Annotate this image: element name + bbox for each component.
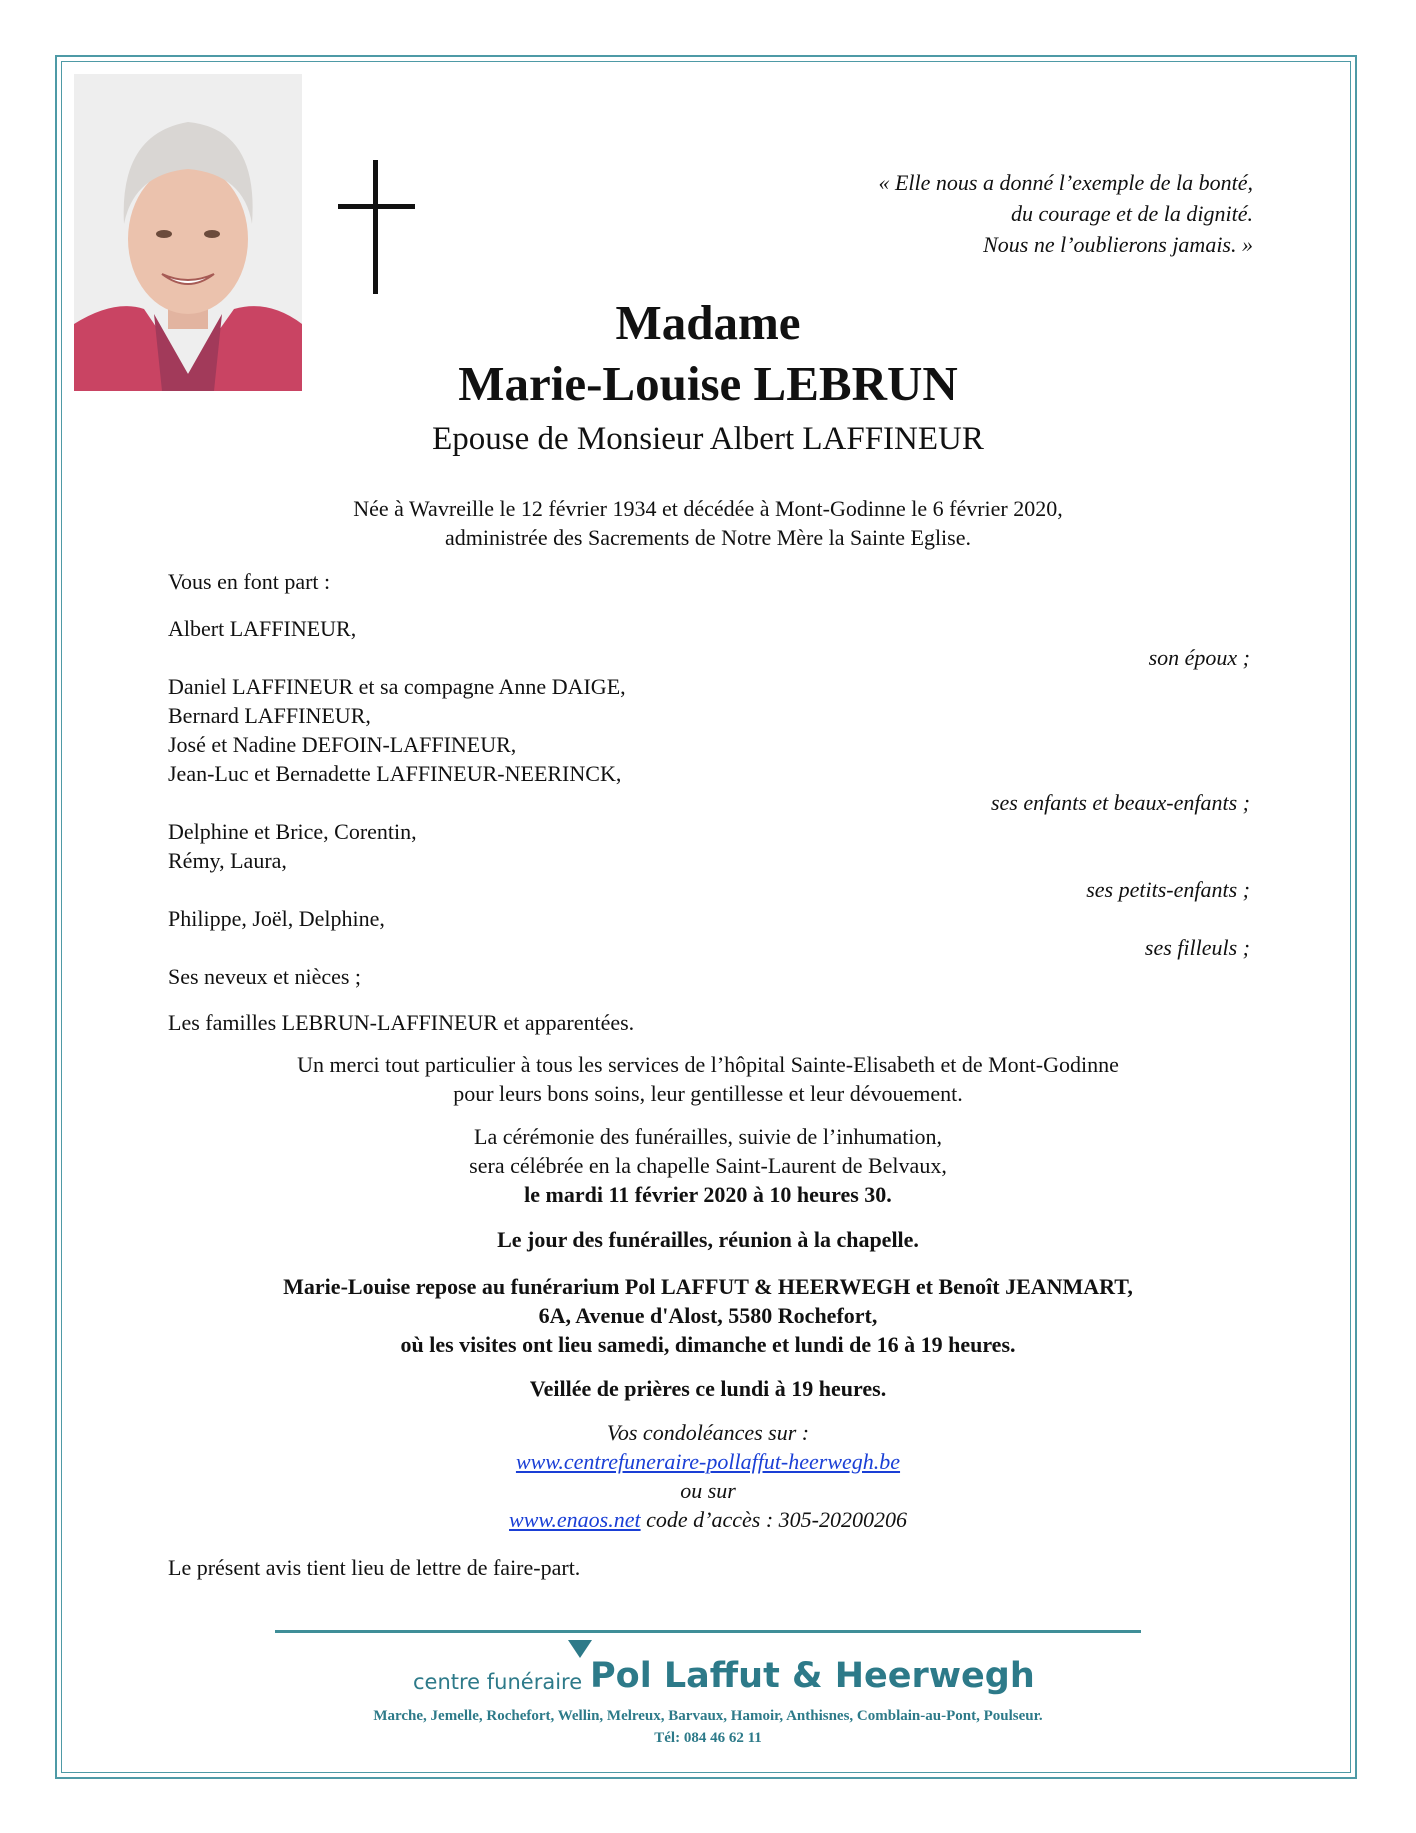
husband-name: Albert LAFFINEUR, [168, 616, 357, 641]
condolences-link-2[interactable]: www.enaos.net [509, 1507, 641, 1532]
thanks-line: Un merci tout particulier à tous les services de l’hôpital Sainte-Elisabeth et de Mont-Godinne [297, 1052, 1119, 1077]
birth-death-info [0, 494, 1416, 552]
cross-icon [338, 160, 415, 294]
children-role: ses enfants et beaux-enfants ; [990, 790, 1250, 815]
child-name: José et Nadine DEFOIN-LAFFINEUR, [168, 732, 517, 757]
grandchild-name: Delphine et Brice, Corentin, [168, 819, 417, 844]
honorific-title: Madame [615, 295, 801, 350]
grandchildren-role: ses petits-enfants ; [1086, 877, 1250, 902]
families-line: Les familles LEBRUN-LAFFINEUR et apparentées. [168, 1010, 635, 1035]
vigil-line: Veillée de prières ce lundi à 19 heures. [529, 1376, 887, 1401]
logo-brand: Pol Laffut & Heerwegh [590, 1656, 1035, 1696]
quote-line: du courage et de la dignité. [1011, 201, 1253, 226]
condolences-intro: Vos condoléances sur : [606, 1420, 810, 1445]
meeting-line: Le jour des funérailles, réunion à la chapelle. [497, 1227, 919, 1252]
footer-cities: Marche, Jemelle, Rochefort, Wellin, Melreux, Barvaux, Hamoir, Anthisnes, Comblain-au-Pont, Poulseur. [373, 1708, 1043, 1724]
sacraments-line: administrée des Sacrements de Notre Mère la Sainte Eglise. [445, 525, 971, 550]
announce-line: Vous en font part : [168, 569, 331, 594]
ceremony-line: sera célébrée en la chapelle Saint-Laurent de Belvaux, [469, 1153, 947, 1178]
spouse-line: Epouse de Monsieur Albert LAFFINEUR [432, 421, 984, 457]
repose-paragraph [0, 1272, 1416, 1359]
godchildren-names: Philippe, Joël, Delphine, [168, 906, 385, 931]
husband-role: son époux ; [1148, 645, 1250, 670]
repose-visits: où les visites ont lieu samedi, dimanche et lundi de 16 à 19 heures. [400, 1332, 1016, 1357]
child-name: Jean-Luc et Bernadette LAFFINEUR-NEERINCK, [168, 761, 622, 786]
logo-triangle-icon [568, 1640, 592, 1658]
condolences-or: ou sur [680, 1478, 736, 1503]
logo-prefix: centre funéraire [413, 1670, 583, 1694]
ceremony-line: La cérémonie des funérailles, suivie de l’inhumation, [474, 1124, 942, 1149]
thanks-paragraph [0, 1050, 1416, 1108]
ceremony-date: le mardi 11 février 2020 à 10 heures 30. [524, 1182, 892, 1207]
condolences-link-1[interactable]: www.centrefuneraire-pollaffut-heerwegh.be [515, 1449, 901, 1474]
closing-line: Le présent avis tient lieu de lettre de faire-part. [168, 1555, 581, 1580]
deceased-name: Marie-Louise LEBRUN [458, 356, 958, 411]
child-name: Bernard LAFFINEUR, [168, 703, 371, 728]
access-code: code d’accès : 305-20200206 [640, 1507, 907, 1532]
ceremony-paragraph [0, 1122, 1416, 1209]
epitaph-quote [878, 167, 1253, 260]
condolences-block [0, 1418, 1416, 1534]
grandchild-name: Rémy, Laura, [168, 848, 287, 873]
repose-line: Marie-Louise repose au funérarium Pol LAFFUT & HEERWEGH et Benoît JEANMART, [283, 1274, 1133, 1299]
godchildren-role: ses filleuls ; [1144, 935, 1250, 960]
birth-death-line: Née à Wavreille le 12 février 1934 et décédée à Mont-Godinne le 6 février 2020, [353, 496, 1063, 521]
repose-address: 6A, Avenue d'Alost, 5580 Rochefort, [538, 1303, 878, 1328]
child-name: Daniel LAFFINEUR et sa compagne Anne DAIGE, [168, 674, 626, 699]
nephews-line: Ses neveux et nièces ; [168, 964, 362, 989]
thanks-line: pour leurs bons soins, leur gentillesse et leur dévouement. [453, 1081, 963, 1106]
footer-phone: Tél: 084 46 62 11 [654, 1730, 762, 1746]
footer-rule [275, 1630, 1141, 1633]
quote-line: Nous ne l’oublierons jamais. » [983, 232, 1253, 257]
quote-line: « Elle nous a donné l’exemple de la bonté, [878, 170, 1253, 195]
